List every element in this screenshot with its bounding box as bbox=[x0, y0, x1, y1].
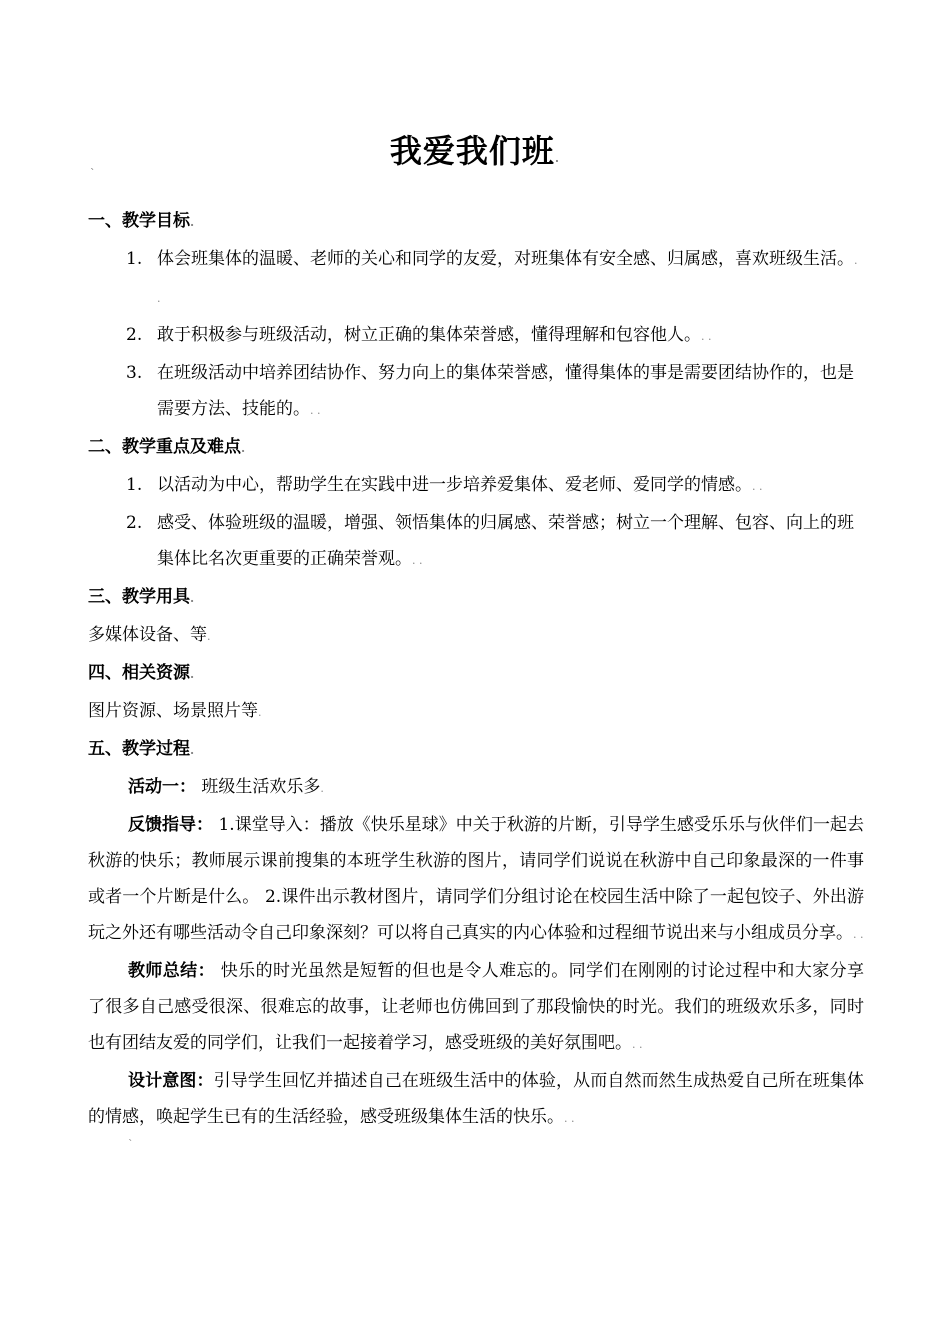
summary-paragraph: 教师总结： 快乐的时光虽然是短暂的但也是令人难忘的。同学们在刚刚的讨论过程中和大家分享了很多自己感受很深、很难忘的故事，让老师也仿佛回到了那段愉快的时光。我们的班级欢乐多，同时也有团结友爱的同学们，让我们一起接着学习，感受班级的美好氛围吧。. . bbox=[88, 961, 865, 1053]
page-title-text: 我爱我们班 bbox=[389, 132, 555, 170]
paragraph-mark: ˋ bbox=[128, 1138, 134, 1151]
section-heading-key-points: 二、教学重点及难点. bbox=[88, 437, 246, 457]
section-heading-tools: 三、教学用具. bbox=[88, 587, 195, 607]
list-item: 2. 敢于积极参与班级活动，树立正确的集体荣誉感，懂得理解和包容他人。. . bbox=[88, 317, 864, 355]
resources-text: 图片资源、场景照片等. bbox=[88, 701, 262, 721]
paragraph-mark: . bbox=[554, 152, 561, 165]
summary-text: 快乐的时光虽然是短暂的但也是令人难忘的。同学们在刚刚的讨论过程中和大家分享了很多自己感受很深、很难忘的故事，让老师也仿佛回到了那段愉快的时光。我们的班级欢乐多，同时也有团结友爱的同学们，让我们一起接着学习，感受班级的美好氛围吧。 bbox=[88, 961, 865, 1053]
intent-label: 设计意图： bbox=[128, 1071, 214, 1091]
intent-paragraph: 设计意图：引导学生回忆并描述自己在班级生活中的体验，从而自然而然生成热爱自己所在班集体的情感，唤起学生已有的生活经验，感受班级集体生活的快乐。. . bbox=[88, 1071, 865, 1127]
feedback-paragraph: 反馈指导： 1.课堂导入：播放《快乐星球》中关于秋游的片断，引导学生感受乐乐与伙伴们一起去秋游的快乐；教师展示课前搜集的本班学生秋游的图片，请同学们说说在秋游中自己印象最深的一件事或者一个片断是什么。 2.课件出示教材图片，请同学们分组讨论在校园生活中除了一起包饺子、外出游玩之外还有哪些活动令自己印象深刻？可以将自己真实的内心体验和过程细节说出来与小组成员分享。. . bbox=[88, 815, 865, 943]
summary-label: 教师总结： bbox=[128, 961, 215, 981]
list-item: 1. 以活动为中心，帮助学生在实践中进一步培养爱集体、爱老师、爱同学的情感。. . bbox=[88, 467, 864, 505]
activity-paragraph: 活动一： 班级生活欢乐多. bbox=[128, 777, 324, 797]
activity-label: 活动一： bbox=[128, 777, 196, 797]
document-body bbox=[88, 203, 864, 1153]
section-heading-goals: 一、教学目标. bbox=[88, 211, 195, 231]
list-item-number: 2. bbox=[126, 513, 143, 533]
tools-text: 多媒体设备、等. bbox=[88, 625, 211, 645]
list-item-text: 以活动为中心，帮助学生在实践中进一步培养爱集体、爱老师、爱同学的情感。 bbox=[157, 475, 752, 495]
feedback-text: 1.课堂导入：播放《快乐星球》中关于秋游的片断，引导学生感受乐乐与伙伴们一起去秋游的快乐；教师展示课前搜集的本班学生秋游的图片，请同学们说说在秋游中自己印象最深的一件事或者一个片断是什么。 2.课件出示教材图片，请同学们分组讨论在校园生活中除了一起包饺子、外出游玩之外还有哪些活动令自己印象深刻？可以将自己真实的内心体验和过程细节说出来与小组成员分享。 bbox=[88, 815, 865, 943]
list-item-number: 2. bbox=[126, 325, 143, 345]
section-heading-resources: 四、相关资源. bbox=[88, 663, 195, 683]
list-item: 1. 体会班集体的温暖、老师的关心和同学的友爱，对班集体有安全感、归属感，喜欢班级生活。. . bbox=[88, 241, 864, 317]
feedback-label: 反馈指导： bbox=[128, 815, 214, 835]
list-item-text: 感受、体验班级的温暖，增强、领悟集体的归属感、荣誉感；树立一个理解、包容、向上的班集体比名次更重要的正确荣誉观。 bbox=[157, 513, 854, 569]
list-item-text: 敢于积极参与班级活动，树立正确的集体荣誉感，懂得理解和包容他人。 bbox=[157, 325, 701, 345]
section-heading-process: 五、教学过程. bbox=[88, 739, 195, 759]
intent-text: 引导学生回忆并描述自己在班级生活中的体验，从而自然而然生成热爱自己所在班集体的情感，唤起学生已有的生活经验，感受班级集体生活的快乐。 bbox=[88, 1071, 865, 1127]
list-item-number: 1. bbox=[126, 475, 143, 495]
paragraph-mark: ˋ bbox=[90, 167, 96, 180]
page-title bbox=[0, 128, 950, 182]
list-item-number: 3. bbox=[126, 363, 143, 383]
list-item-number: 1. bbox=[126, 249, 143, 269]
list-item-text: 在班级活动中培养团结协作、努力向上的集体荣誉感，懂得集体的事是需要团结协作的，也是需要方法、技能的。 bbox=[157, 363, 854, 419]
list-item: 3. 在班级活动中培养团结协作、努力向上的集体荣誉感，懂得集体的事是需要团结协作的，也是需要方法、技能的。. . bbox=[88, 355, 864, 429]
activity-text: 班级生活欢乐多 bbox=[196, 777, 321, 797]
list-item-text: 体会班集体的温暖、老师的关心和同学的友爱，对班集体有安全感、归属感，喜欢班级生活。 bbox=[157, 249, 854, 269]
key-points-list bbox=[88, 467, 864, 579]
goals-list bbox=[88, 241, 864, 429]
list-item: 2. 感受、体验班级的温暖，增强、领悟集体的归属感、荣誉感；树立一个理解、包容、向上的班集体比名次更重要的正确荣誉观。. . bbox=[88, 505, 864, 579]
